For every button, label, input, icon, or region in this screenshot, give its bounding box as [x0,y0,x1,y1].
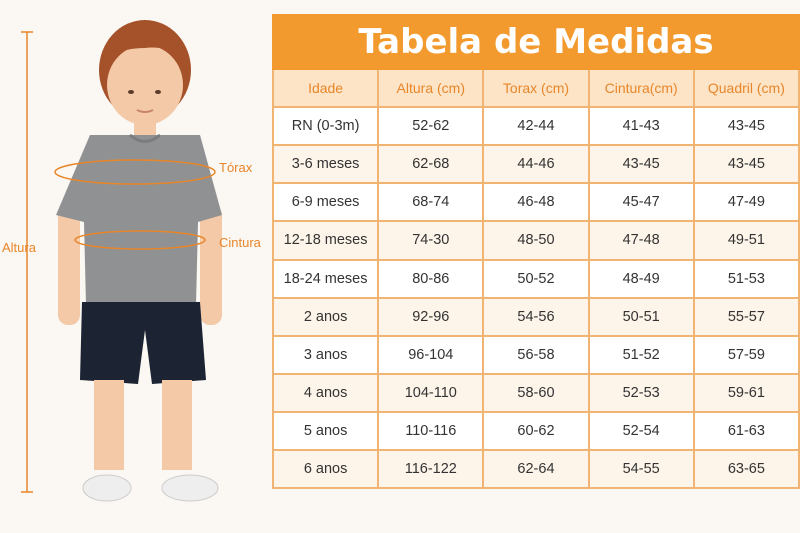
table-cell: 43-45 [694,107,799,145]
label-altura: Altura [2,240,36,255]
table-cell: 6-9 meses [273,183,378,221]
table-cell: 63-65 [694,450,799,488]
table-cell: 116-122 [378,450,483,488]
table-header-row [273,69,799,107]
table-cell: 45-47 [589,183,694,221]
table-cell: 58-60 [483,374,588,412]
child-illustration [0,0,270,533]
table-cell: 51-52 [589,336,694,374]
table-cell: 56-58 [483,336,588,374]
left-arm [58,205,80,325]
table-cell: 50-51 [589,298,694,336]
table-cell: 47-48 [589,221,694,259]
table-row [273,298,799,336]
table-cell: 46-48 [483,183,588,221]
table-cell: 52-54 [589,412,694,450]
table-cell: 44-46 [483,145,588,183]
table-cell: 48-49 [589,260,694,298]
table-cell: 52-53 [589,374,694,412]
table-cell: 54-55 [589,450,694,488]
table-cell: 55-57 [694,298,799,336]
table-cell: 6 anos [273,450,378,488]
table-row [273,183,799,221]
table-row [273,412,799,450]
left-shoe [83,475,131,501]
table-cell: 92-96 [378,298,483,336]
table-cell: 80-86 [378,260,483,298]
table-row [273,145,799,183]
table-cell: 62-64 [483,450,588,488]
table-row [273,374,799,412]
table-cell: 12-18 meses [273,221,378,259]
column-header: Idade [273,69,378,107]
shorts [80,302,206,384]
table-cell: 54-56 [483,298,588,336]
table-cell: 48-50 [483,221,588,259]
right-shoe [162,475,218,501]
table-cell: 62-68 [378,145,483,183]
table-cell: 57-59 [694,336,799,374]
table-cell: 42-44 [483,107,588,145]
table-title: Tabela de Medidas [273,15,799,69]
table-cell: 5 anos [273,412,378,450]
table-cell: 47-49 [694,183,799,221]
table-cell: 74-30 [378,221,483,259]
table-cell: 50-52 [483,260,588,298]
table-cell: 61-63 [694,412,799,450]
table-cell: 104-110 [378,374,483,412]
table-cell: 3-6 meses [273,145,378,183]
table-cell: 60-62 [483,412,588,450]
table-row [273,336,799,374]
size-chart-table [272,14,800,489]
table-row [273,107,799,145]
column-header: Altura (cm) [378,69,483,107]
label-torax: Tórax [219,160,253,175]
column-header: Quadril (cm) [694,69,799,107]
table-row [273,260,799,298]
table-cell: 43-45 [694,145,799,183]
right-arm [200,205,222,325]
table-cell: 51-53 [694,260,799,298]
table-cell: 4 anos [273,374,378,412]
table-cell: 2 anos [273,298,378,336]
child-figure [0,0,270,533]
column-header: Cintura(cm) [589,69,694,107]
table-cell: 52-62 [378,107,483,145]
table-row [273,450,799,488]
table-cell: 41-43 [589,107,694,145]
label-cintura: Cintura [219,235,261,250]
table-cell: 59-61 [694,374,799,412]
table-cell: 18-24 meses [273,260,378,298]
table-cell: RN (0-3m) [273,107,378,145]
table-cell: 3 anos [273,336,378,374]
table-row [273,221,799,259]
table-cell: 110-116 [378,412,483,450]
table-cell: 43-45 [589,145,694,183]
column-header: Torax (cm) [483,69,588,107]
table-cell: 96-104 [378,336,483,374]
table-cell: 68-74 [378,183,483,221]
table-cell: 49-51 [694,221,799,259]
